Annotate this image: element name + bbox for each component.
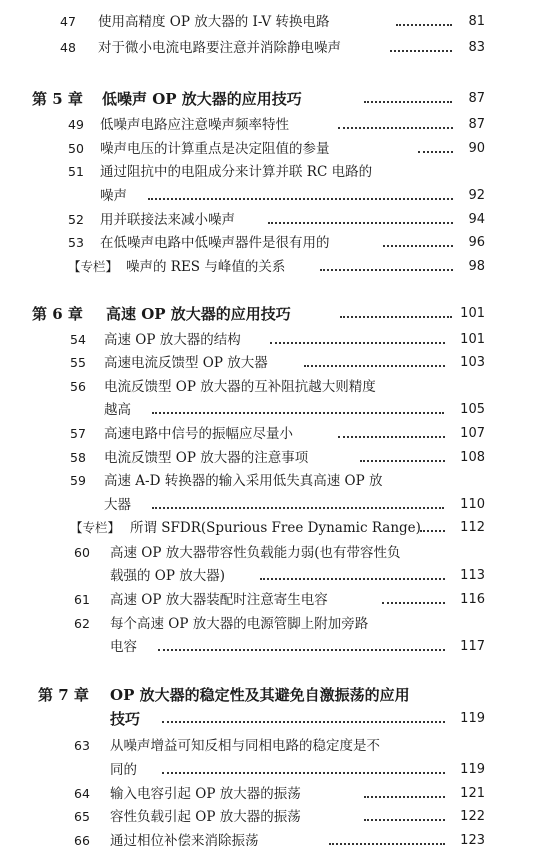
entry-title: 电流反馈型 OP 放大器的互补阻抗越大则精度 [104, 379, 376, 395]
entry-number: 66 [74, 833, 90, 848]
entry-number: 62 [74, 616, 90, 631]
entry-page: 112 [460, 520, 485, 535]
leader-dots [360, 460, 445, 462]
toc-entry-continuation [104, 493, 485, 517]
toc-entry [60, 10, 485, 34]
chapter-heading [32, 87, 485, 111]
entry-title: 对于微小电流电路要注意并消除静电噪声 [98, 40, 341, 56]
entry-page: 123 [460, 833, 485, 848]
entry-number: 64 [74, 786, 90, 801]
chapter-number: 第 7 章 [38, 686, 89, 704]
leader-dots [338, 127, 453, 129]
entry-title: 通过阻抗中的电阻成分来计算并联 RC 电路的 [100, 164, 373, 180]
toc-entry [74, 805, 485, 829]
toc-entry [74, 588, 485, 612]
entry-number: 57 [70, 426, 86, 441]
entry-number: 55 [70, 355, 86, 370]
entry-title: 高速 OP 放大器的结构 [104, 332, 241, 348]
toc-entry [74, 734, 485, 758]
toc-entry-continuation [100, 184, 485, 208]
toc-entry [70, 446, 485, 470]
toc-entry [60, 36, 485, 60]
entry-title-continued: 同的 [110, 762, 137, 778]
entry-title-continued: 越高 [104, 402, 131, 418]
toc-entry [68, 208, 485, 232]
leader-dots [268, 222, 453, 224]
chapter-heading [32, 302, 485, 326]
entry-title: 低噪声电路应注意噪声频率特性 [100, 117, 289, 133]
entry-title-continued: 噪声 [100, 188, 127, 204]
entry-page: 101 [460, 306, 485, 321]
toc-entry [70, 375, 485, 399]
toc-entry [68, 137, 485, 161]
chapter-title-continued: 技巧 [110, 710, 141, 728]
entry-number: 63 [74, 738, 90, 753]
entry-page: 121 [460, 786, 485, 801]
entry-page: 105 [460, 402, 485, 417]
toc-entry [70, 328, 485, 352]
chapter-number: 第 6 章 [32, 305, 83, 323]
toc-entry [70, 351, 485, 375]
entry-page: 90 [468, 141, 485, 156]
leader-dots [338, 436, 445, 438]
entry-page: 113 [460, 568, 485, 583]
toc-entry-continuation [104, 398, 485, 422]
leader-dots [162, 721, 445, 723]
entry-title: 噪声的 RES 与峰值的关系 [126, 259, 286, 275]
toc-entry [70, 469, 485, 493]
toc-entry-column [70, 516, 485, 540]
leader-dots [383, 245, 453, 247]
entry-title-continued: 大器 [104, 497, 131, 513]
toc-entry [74, 829, 485, 853]
entry-number: 54 [70, 332, 86, 347]
chapter-heading-continuation [110, 707, 485, 731]
toc-entry [68, 160, 485, 184]
entry-title: 电流反馈型 OP 放大器的注意事项 [104, 450, 309, 466]
entry-title: 从噪声增益可知反相与同相电路的稳定度是不 [110, 738, 380, 754]
entry-title: 用并联接法来减小噪声 [100, 212, 235, 228]
entry-page: 107 [460, 426, 485, 441]
leader-dots [152, 507, 444, 509]
entry-number: 61 [74, 592, 90, 607]
toc-entry [68, 113, 485, 137]
entry-title: 高速 OP 放大器带容性负载能力弱(也有带容性负 [110, 545, 401, 561]
leader-dots [148, 198, 453, 200]
chapter-title: 低噪声 OP 放大器的应用技巧 [102, 90, 302, 108]
column-tag: 【专栏】 [68, 259, 119, 274]
entry-number: 48 [60, 40, 76, 55]
leader-dots [420, 530, 445, 532]
column-tag: 【专栏】 [70, 520, 121, 535]
entry-page: 94 [468, 212, 485, 227]
chapter-heading [38, 683, 485, 707]
leader-dots [320, 269, 453, 271]
chapter-title: OP 放大器的稳定性及其避免自激振荡的应用 [110, 686, 410, 704]
toc-entry [74, 541, 485, 565]
leader-dots [260, 578, 445, 580]
leader-dots [382, 602, 445, 604]
entry-page: 110 [460, 497, 485, 512]
entry-number: 60 [74, 545, 90, 560]
toc-entry-continuation [110, 635, 485, 659]
entry-number: 51 [68, 164, 84, 179]
leader-dots [270, 342, 445, 344]
leader-dots [418, 151, 453, 153]
entry-number: 50 [68, 141, 84, 156]
leader-dots [390, 50, 452, 52]
entry-number: 49 [68, 117, 84, 132]
leader-dots [152, 412, 444, 414]
entry-page: 119 [460, 762, 485, 777]
entry-title: 高速电路中信号的振幅应尽量小 [104, 426, 293, 442]
entry-title: 容性负载引起 OP 放大器的振荡 [110, 809, 301, 825]
entry-title-continued: 载强的 OP 放大器) [110, 568, 226, 584]
leader-dots [340, 316, 452, 318]
entry-title: 输入电容引起 OP 放大器的振荡 [110, 786, 301, 802]
entry-title: 在低噪声电路中低噪声器件是很有用的 [100, 235, 330, 251]
entry-page: 101 [460, 332, 485, 347]
leader-dots [364, 819, 445, 821]
leader-dots [396, 24, 452, 26]
leader-dots [364, 101, 452, 103]
entry-page: 108 [460, 450, 485, 465]
entry-number: 47 [60, 14, 76, 29]
entry-number: 59 [70, 473, 86, 488]
entry-number: 65 [74, 809, 90, 824]
entry-number: 53 [68, 235, 84, 250]
leader-dots [364, 796, 445, 798]
entry-page: 122 [460, 809, 485, 824]
entry-title: 使用高精度 OP 放大器的 I-V 转换电路 [98, 14, 330, 30]
entry-page: 103 [460, 355, 485, 370]
entry-page: 92 [468, 188, 485, 203]
chapter-number: 第 5 章 [32, 90, 83, 108]
entry-page: 96 [468, 235, 485, 250]
toc-entry [74, 782, 485, 806]
entry-title: 噪声电压的计算重点是决定阻值的参量 [100, 141, 330, 157]
entry-title: 每个高速 OP 放大器的电源管脚上附加旁路 [110, 616, 369, 632]
entry-page: 98 [468, 259, 485, 274]
toc-entry-column [68, 255, 485, 279]
entry-number: 58 [70, 450, 86, 465]
entry-title: 高速 OP 放大器装配时注意寄生电容 [110, 592, 328, 608]
entry-page: 116 [460, 592, 485, 607]
leader-dots [158, 649, 445, 651]
toc-entry [74, 612, 485, 636]
entry-number: 52 [68, 212, 84, 227]
toc-entry [68, 231, 485, 255]
entry-title: 高速 A-D 转换器的输入采用低失真高速 OP 放 [104, 473, 383, 489]
entry-page: 117 [460, 639, 485, 654]
entry-title: 通过相位补偿来消除振荡 [110, 833, 259, 849]
entry-page: 119 [460, 711, 485, 726]
entry-number: 56 [70, 379, 86, 394]
entry-page: 81 [468, 14, 485, 29]
leader-dots [162, 772, 445, 774]
entry-title: 所谓 SFDR(Spurious Free Dynamic Range) [130, 520, 421, 536]
toc-entry-continuation [110, 564, 485, 588]
toc-entry [70, 422, 485, 446]
entry-page: 87 [468, 117, 485, 132]
entry-title: 高速电流反馈型 OP 放大器 [104, 355, 268, 371]
leader-dots [304, 365, 445, 367]
entry-title-continued: 电容 [110, 639, 137, 655]
entry-page: 83 [468, 40, 485, 55]
chapter-title: 高速 OP 放大器的应用技巧 [106, 305, 291, 323]
entry-page: 87 [468, 91, 485, 106]
leader-dots [329, 843, 445, 845]
toc-entry-continuation [110, 758, 485, 782]
